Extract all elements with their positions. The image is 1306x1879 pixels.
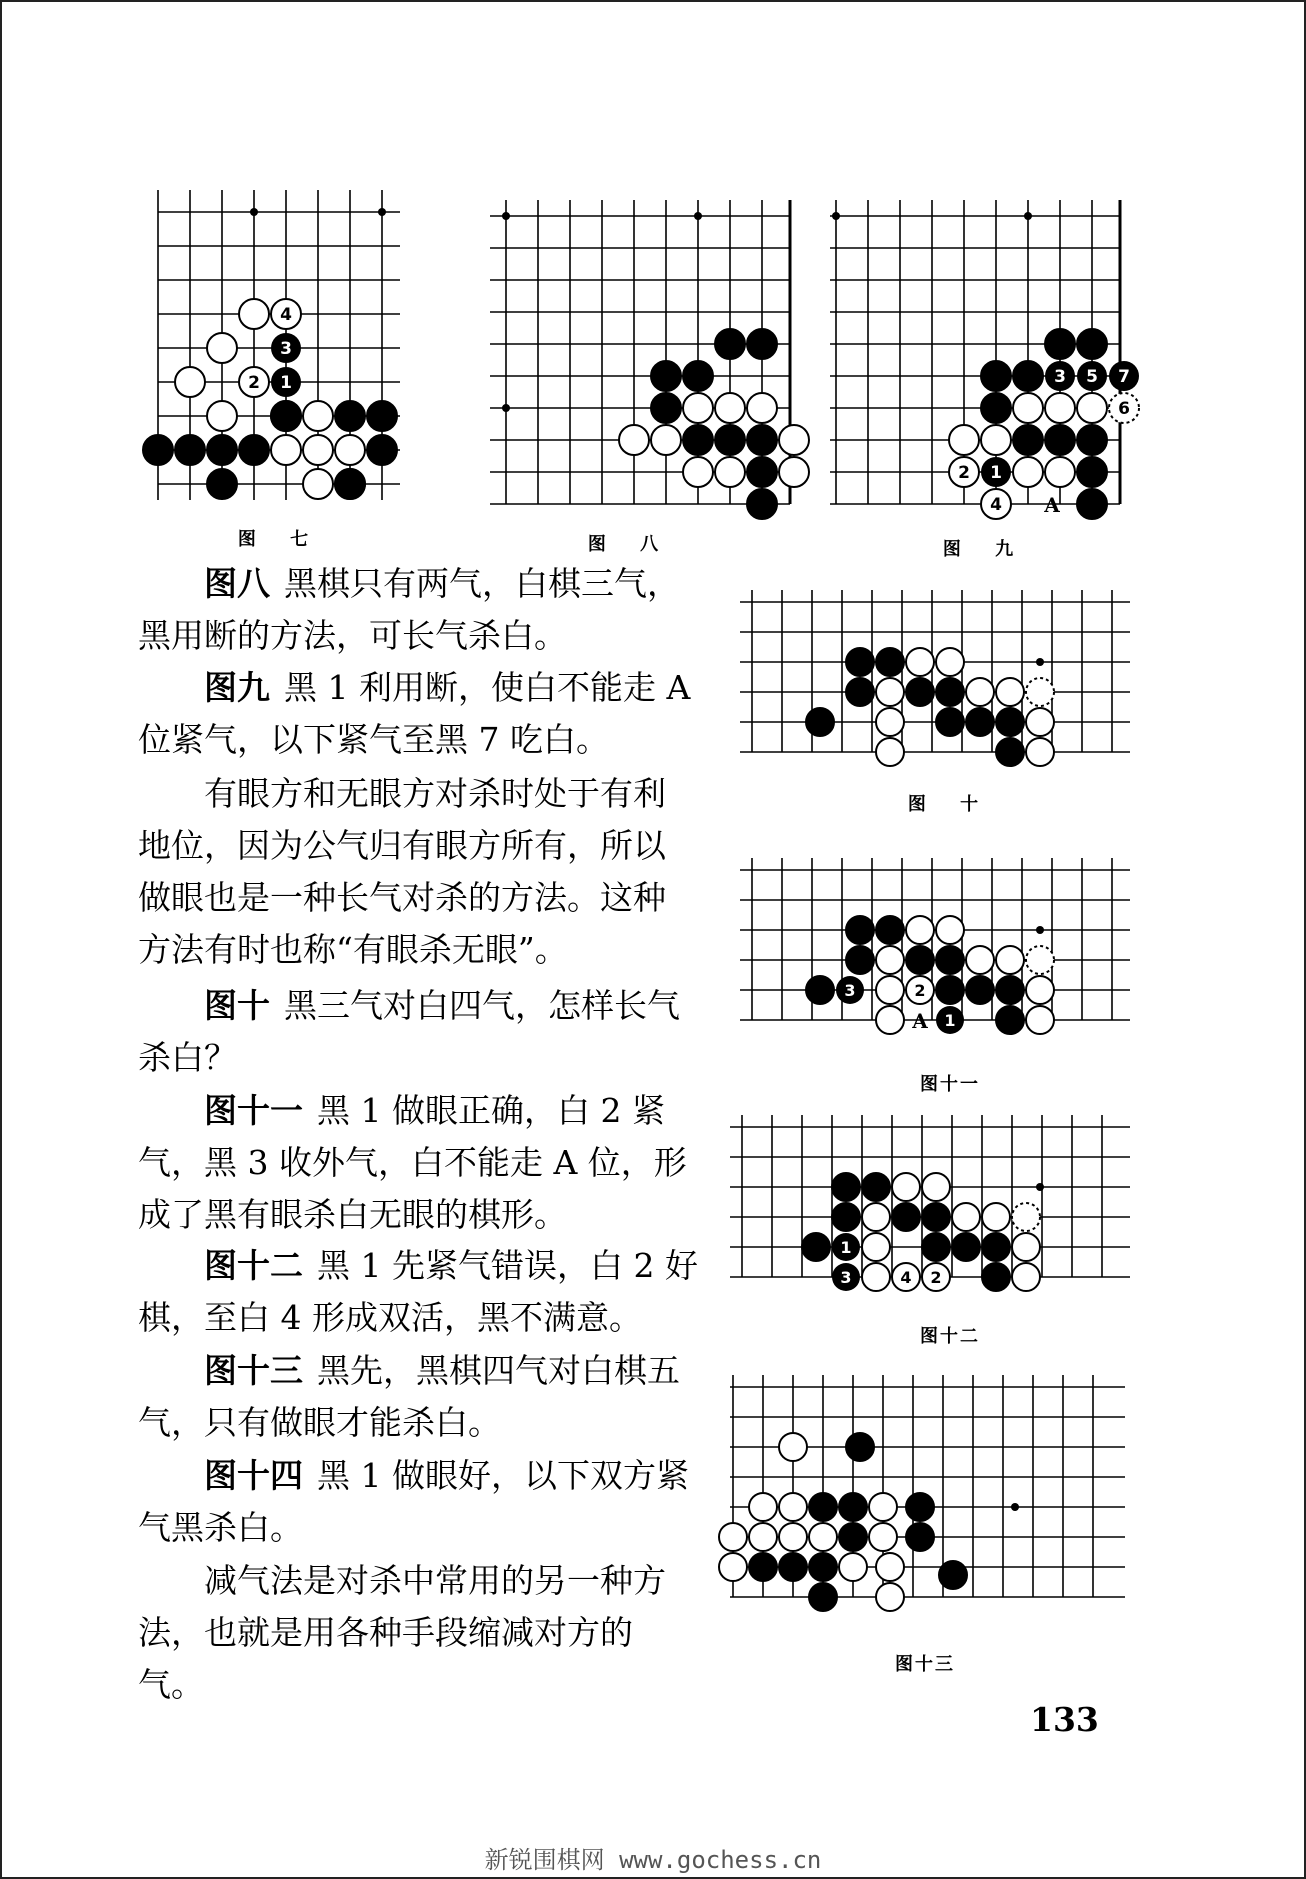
go-board-fig7 bbox=[130, 190, 400, 500]
paragraph-label: 图十二 bbox=[204, 1246, 303, 1285]
paragraph-fig10 bbox=[138, 980, 698, 1084]
go-diagram-fig10 bbox=[740, 590, 1140, 790]
paragraph-label: 图九 bbox=[204, 668, 270, 707]
paragraph-fig12 bbox=[138, 1240, 698, 1344]
paragraph-text: 黑 1 做眼正确，白 2 紧气，黑 3 收外气，白不能走 A 位，形成了黑有眼杀白无眼的棋形。 bbox=[138, 1091, 687, 1234]
svg-text:3: 3 bbox=[280, 339, 292, 359]
footer-watermark: 新锐围棋网 www.gochess.cn bbox=[484, 1846, 822, 1874]
paragraph-text: 黑 1 利用断，使白不能走 A 位紧气，以下紧气至黑 7 吃白。 bbox=[138, 668, 691, 759]
go-diagram-fig7 bbox=[130, 190, 400, 500]
svg-text:7: 7 bbox=[1118, 367, 1130, 387]
fig8-caption: 图 八 bbox=[587, 534, 673, 555]
svg-text:3: 3 bbox=[1054, 367, 1066, 387]
paragraph-text: 黑 1 先紧气错误，白 2 好棋，至白 4 形成双活，黑不满意。 bbox=[138, 1246, 698, 1337]
go-board-fig9 bbox=[820, 200, 1140, 520]
fig9-caption: 图 九 bbox=[942, 539, 1028, 560]
go-board-fig8 bbox=[490, 200, 810, 520]
fig9-marker-a: A bbox=[1044, 493, 1060, 517]
go-diagram-fig12 bbox=[730, 1115, 1140, 1315]
paragraph-text: 黑先，黑棋四气对白棋五气，只有做眼才能杀白。 bbox=[138, 1351, 680, 1442]
svg-text:6: 6 bbox=[1118, 399, 1130, 419]
paragraph-text: 减气法是对杀中常用的另一种方法，也就是用各种手段缩减对方的气。 bbox=[138, 1561, 666, 1704]
paragraph-text: 有眼方和无眼方对杀时处于有利地位，因为公气归有眼方所有，所以做眼也是一种长气对杀的方法。这种方法有时也称“有眼杀无眼”。 bbox=[138, 774, 666, 969]
paragraph-text: 黑棋只有两气，白棋三气，黑用断的方法，可长气杀白。 bbox=[138, 564, 680, 655]
svg-text:2: 2 bbox=[914, 981, 926, 1000]
go-board-fig11 bbox=[740, 858, 1140, 1058]
fig11-caption: 图十一 bbox=[920, 1074, 980, 1095]
paragraph-eye-advantage bbox=[138, 768, 698, 976]
go-board-fig12 bbox=[730, 1115, 1140, 1315]
svg-text:3: 3 bbox=[844, 981, 856, 1000]
svg-text:2: 2 bbox=[930, 1268, 942, 1287]
svg-text:1: 1 bbox=[280, 373, 292, 393]
svg-text:4: 4 bbox=[280, 305, 292, 325]
paragraph-label: 图十 bbox=[204, 986, 270, 1025]
svg-text:4: 4 bbox=[900, 1268, 912, 1287]
paragraph-text: 黑 1 做眼好，以下双方紧气黑杀白。 bbox=[138, 1456, 689, 1547]
go-diagram-fig9 bbox=[820, 200, 1140, 520]
paragraph-fig8 bbox=[138, 558, 698, 662]
fig13-caption: 图十三 bbox=[895, 1654, 955, 1675]
svg-text:2: 2 bbox=[248, 373, 260, 393]
paragraph-label: 图十四 bbox=[204, 1456, 303, 1495]
paragraph-label: 图十一 bbox=[204, 1091, 303, 1130]
go-diagram-fig11 bbox=[740, 858, 1140, 1058]
go-diagram-fig13 bbox=[715, 1375, 1135, 1635]
paragraph-fig11 bbox=[138, 1085, 698, 1241]
paragraph-liberty-reduction bbox=[138, 1555, 698, 1711]
go-board-fig13 bbox=[715, 1375, 1135, 1635]
svg-text:5: 5 bbox=[1086, 367, 1098, 387]
svg-text:1: 1 bbox=[990, 463, 1002, 483]
go-diagram-fig8 bbox=[490, 200, 810, 520]
fig12-caption: 图十二 bbox=[920, 1326, 980, 1347]
svg-text:4: 4 bbox=[990, 495, 1002, 515]
svg-text:1: 1 bbox=[944, 1011, 956, 1030]
paragraph-label: 图八 bbox=[204, 564, 270, 603]
svg-text:3: 3 bbox=[840, 1268, 852, 1287]
page-number: 133 bbox=[1030, 1700, 1099, 1739]
svg-text:2: 2 bbox=[958, 463, 970, 483]
paragraph-text: 黑三气对白四气，怎样长气杀白？ bbox=[138, 986, 680, 1077]
svg-text:1: 1 bbox=[840, 1238, 852, 1257]
fig10-caption: 图 十 bbox=[907, 794, 993, 815]
paragraph-label: 图十三 bbox=[204, 1351, 303, 1390]
fig7-caption: 图 七 bbox=[237, 529, 323, 550]
paragraph-fig14 bbox=[138, 1450, 698, 1554]
fig11-marker-a: A bbox=[912, 1009, 928, 1033]
paragraph-fig9 bbox=[138, 662, 698, 766]
go-board-fig10 bbox=[740, 590, 1140, 790]
paragraph-fig13 bbox=[138, 1345, 698, 1449]
